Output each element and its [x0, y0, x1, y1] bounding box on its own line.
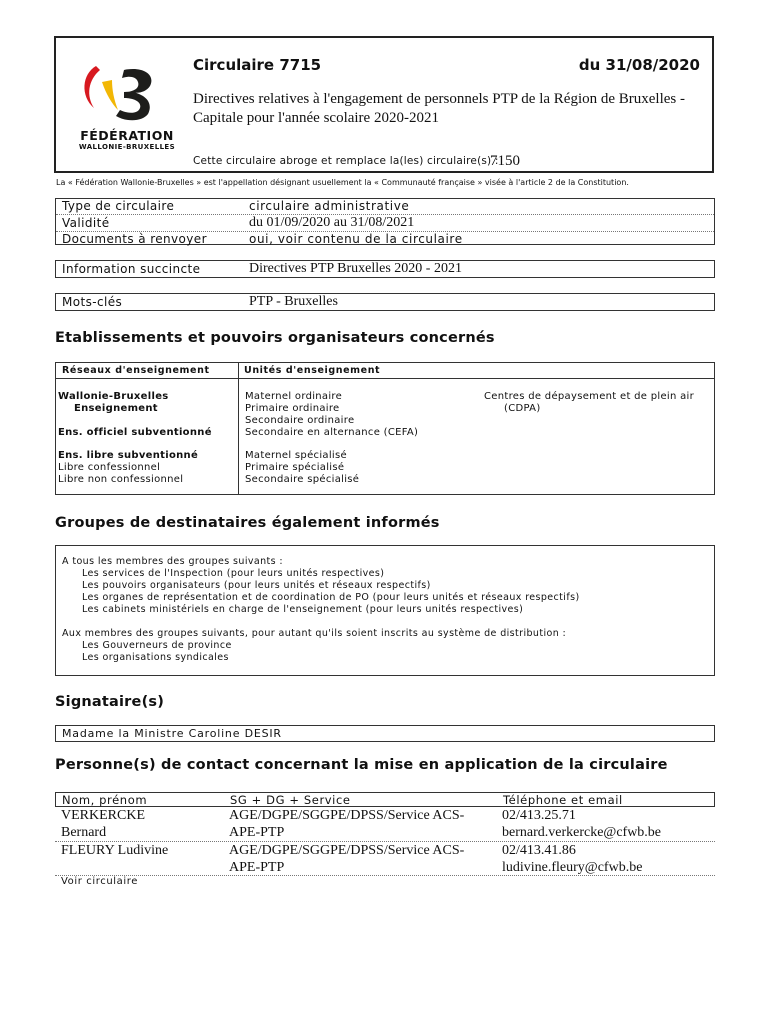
- unite-primaire-ordinaire: Primaire ordinaire: [245, 403, 340, 414]
- unite-maternel-specialise: Maternel spécialisé: [245, 450, 347, 461]
- groupes-title: Groupes de destinataires également informés: [55, 515, 440, 531]
- contact-service: AGE/DGPE/SGGPE/DPSS/Service ACS-: [229, 843, 465, 858]
- succincte-label: Information succincte: [62, 262, 201, 276]
- contact-name: FLEURY Ludivine: [61, 843, 169, 858]
- groupes-item: Les services de l'Inspection (pour leurs unités respectives): [82, 568, 385, 579]
- contact-header-row: [55, 792, 715, 807]
- type-label: Type de circulaire: [62, 199, 175, 213]
- succincte-value: Directives PTP Bruxelles 2020 - 2021: [249, 261, 462, 276]
- documents-value: oui, voir contenu de la circulaire: [249, 232, 463, 246]
- groupes-box: [55, 545, 715, 676]
- logo-text-wallonie: WALLONIE-BRUXELLES: [78, 143, 176, 151]
- contact-email[interactable]: ludivine.fleury@cfwb.be: [502, 860, 643, 875]
- reseau-non-confessionnel: Libre non confessionnel: [58, 474, 184, 485]
- col-phone-header: Téléphone et email: [503, 793, 623, 807]
- contact-service: APE-PTP: [229, 860, 285, 875]
- groupes-item: Les organes de représentation et de coordination de PO (pour leurs unités et réseaux respectifs): [82, 592, 580, 603]
- reseau-confessionnel: Libre confessionnel: [58, 462, 161, 473]
- contact-phone: 02/413.25.71: [502, 808, 576, 823]
- reseau-officiel: Ens. officiel subventionné: [58, 427, 212, 438]
- title-line-2: Capitale pour l'année scolaire 2020-2021: [193, 110, 439, 126]
- documents-row: [56, 232, 714, 246]
- mots-label: Mots-clés: [62, 295, 123, 309]
- unite-cefa: Secondaire en alternance (CEFA): [245, 427, 419, 438]
- contact-firstname: Bernard: [61, 825, 107, 840]
- contact-service: APE-PTP: [229, 825, 285, 840]
- validite-label: Validité: [62, 216, 110, 230]
- succincte-box: [55, 260, 715, 278]
- reseau-wb-line2: Enseignement: [74, 403, 158, 414]
- signataire-box: Madame la Ministre Caroline DESIR: [55, 725, 715, 742]
- documents-label: Documents à renvoyer: [62, 232, 207, 246]
- abroge-text: Cette circulaire abroge et remplace la(les) circulaire(s) :: [193, 155, 499, 167]
- validite-row: [56, 215, 714, 232]
- logo-text-federation: FÉDÉRATION: [80, 128, 174, 143]
- groupes-item: Les Gouverneurs de province: [82, 640, 232, 651]
- header-reseaux: Réseaux d'enseignement: [62, 365, 210, 376]
- type-value: circulaire administrative: [249, 199, 410, 213]
- abroge-number: 7150: [490, 153, 520, 169]
- unite-primaire-specialise: Primaire spécialisé: [245, 462, 345, 473]
- contact-phone: 02/413.41.86: [502, 843, 576, 858]
- circulaire-date: du 31/08/2020: [578, 56, 700, 74]
- mots-value: PTP - Bruxelles: [249, 294, 338, 309]
- header-unites: Unités d'enseignement: [244, 365, 381, 376]
- footnote: La « Fédération Wallonie-Bruxelles » est l'appellation désignant usuellement la « Communauté française » visée à l'article 2 de la Constitution.: [56, 178, 629, 187]
- contact-email[interactable]: bernard.verkercke@cfwb.be: [502, 825, 662, 840]
- col-name-header: Nom, prénom: [62, 793, 148, 807]
- mots-box: [55, 293, 715, 311]
- contact-table: [55, 792, 715, 888]
- contact-title: Personne(s) de contact concernant la mise en application de la circulaire: [55, 757, 668, 773]
- contact-service: AGE/DGPE/SGGPE/DPSS/Service ACS-: [229, 808, 465, 823]
- etablissements-table: [55, 362, 715, 495]
- unite-secondaire-ordinaire: Secondaire ordinaire: [245, 415, 355, 426]
- voir-circulaire: Voir circulaire: [61, 876, 138, 887]
- info-table: [55, 198, 715, 245]
- unite-maternel-ordinaire: Maternel ordinaire: [245, 391, 343, 402]
- centres-line1: Centres de dépaysement et de plein air: [484, 391, 695, 402]
- centres-line2: (CDPA): [504, 403, 541, 414]
- validite-value: du 01/09/2020 au 31/08/2021: [249, 215, 415, 230]
- groupes-item: Les organisations syndicales: [82, 652, 229, 663]
- federation-logo: [72, 60, 182, 156]
- reseau-libre: Ens. libre subventionné: [58, 450, 199, 461]
- circulaire-number: Circulaire 7715: [193, 56, 322, 74]
- col-service-header: SG + DG + Service: [230, 793, 351, 807]
- etablissements-title: Etablissements et pouvoirs organisateurs concernés: [55, 330, 495, 346]
- groupes-intro-1: A tous les membres des groupes suivants :: [62, 556, 284, 567]
- groupes-item: Les cabinets ministériels en charge de l'enseignement (pour leurs unités respectives): [82, 604, 524, 615]
- reseau-wb-line1: Wallonie-Bruxelles: [58, 391, 169, 402]
- groupes-item: Les pouvoirs organisateurs (pour leurs unités et réseaux respectifs): [82, 580, 431, 591]
- signataire-title: Signataire(s): [55, 694, 165, 710]
- type-row: [56, 199, 714, 215]
- unite-secondaire-specialise: Secondaire spécialisé: [245, 474, 360, 485]
- contact-name: VERKERCKE: [61, 808, 145, 823]
- groupes-intro-2: Aux membres des groupes suivants, pour autant qu'ils soient inscrits au système de distribution :: [62, 628, 567, 639]
- title-line-1: Directives relatives à l'engagement de personnels PTP de la Région de Bruxelles -: [193, 91, 685, 107]
- circulaire-title: [193, 90, 703, 128]
